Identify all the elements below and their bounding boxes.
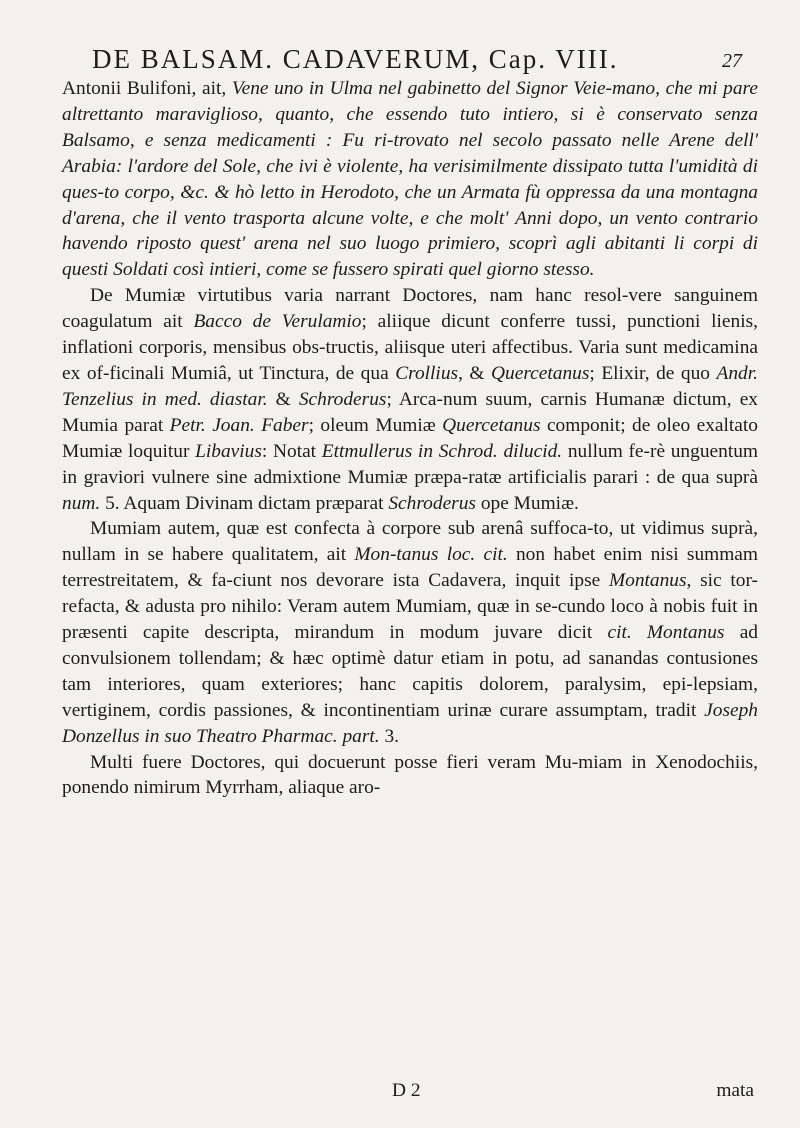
italic-run: Vene uno in Ulma nel gabinetto del Signor Veie-mano, che mi pare altrettanto maraviglioso, quanto, che essendo tuto intiero, si è conservato senza Balsamo, e senza medicamenti : Fu ri-trovato nel secolo passato nelle Arene dell' Arabia: l'ardore del Sole, che ivi è violente, ha verisimilmente dissipato tutta l'umidità di ques-to corpo, &c. & hò letto in Herodoto, che un Armata fù oppressa da una montagna d'arena, che il vento trasporta alcune volte, e che molt' Anni dopo, un vento contrario havendo riposto quest' arena nel suo luogo primiero, scoprì agli abitanti li corpi di questi Soldati così intieri, come se fussero spirati quel giorno stesso. — [62, 78, 758, 281]
text-run: , & — [458, 362, 492, 384]
text-run: , sic tor-refacta, & adusta pro nihilo: Veram autem Mumiam, quæ in se-cundo loco à nobis fuit in præsenti capite descripta, mirandum in modum juvare dicit — [62, 570, 758, 644]
catchword: mata — [716, 1080, 754, 1101]
italic-run: Andr. Tenzelius in med. diastar. — [62, 362, 758, 410]
text-run: ; Arca-num suum, carnis Humanæ dictum, ex Mumia parat — [62, 388, 758, 436]
italic-run: Ettmullerus in Schrod. dilucid. — [321, 440, 563, 462]
italic-run: Montanus — [608, 570, 687, 592]
text-run: ad convulsionem tollendam; & hæc optimè datur etiam in potu, ad sanandas contusiones tam interiores, quam exteriores; hanc capitis dolorem, paralysim, epi-lepsiam, vertiginem, cordis passiones, & incontinentiam urinæ curare assumptam, tradit — [62, 622, 758, 721]
italic-run: Quercetanus — [442, 414, 541, 436]
italic-run: Libavius — [195, 440, 262, 462]
italic-run: cit. Montanus — [607, 622, 725, 644]
page-number: 27 — [722, 50, 742, 72]
text-run: componit; de oleo exaltato Mumiæ loquitur — [62, 414, 758, 462]
text-run: nullum fe-rè unguentum in graviori vulnere sine admixtione Mumiæ præpa-ratæ artificialis parari : de qua suprà — [62, 440, 758, 488]
text-run: De Mumiæ virtutibus varia narrant Doctores, nam hanc resol-vere sanguinem coagulatum ait — [62, 285, 758, 333]
italic-run: num. — [62, 492, 101, 514]
text-run: 3. — [379, 725, 400, 747]
italic-run: Schroderus — [298, 388, 387, 410]
text-run: : Notat — [261, 440, 322, 462]
paragraph — [62, 76, 758, 283]
text-run: Multi fuere Doctores, qui docuerunt posse fieri veram Mu-miam in Xenodochiis, ponendo nimirum Myrrham, aliaque aro- — [62, 751, 758, 799]
italic-run: Mon-tanus loc. cit. — [354, 544, 508, 566]
text-run: ; oleum Mumiæ — [308, 414, 443, 436]
italic-run: Crollius — [395, 362, 459, 384]
text-run: ope Mumiæ. — [475, 492, 579, 514]
text-run: ; Elixir, de quo — [589, 362, 717, 384]
italic-run: Joseph Donzellus in suo Theatro Pharmac. part. — [62, 699, 758, 747]
text-run: Antonii Bulifoni, ait, — [62, 78, 232, 99]
text-run: non habet enim nisi summam terrestreitatem, & fa-ciunt nos devorare ista Cadavera, inquit ipse — [62, 544, 758, 592]
text-run: & — [267, 388, 299, 410]
italic-run: Schroderus — [388, 492, 476, 514]
paragraph — [62, 750, 758, 802]
signature-mark: D 2 — [392, 1080, 421, 1101]
text-run: 5. Aquam Divinam dictam præparat — [100, 492, 389, 514]
paragraph — [62, 516, 758, 749]
paragraph — [62, 283, 758, 516]
italic-run: Quercetanus — [491, 362, 590, 384]
text-run: ; aliique dicunt conferre tussi, punctioni lienis, inflationi corporis, mensibus obs-tructis, aliisque uteri affectibus. Varia sunt medicamina ex of-ficinali Mumiâ, ut Tinctura, de qua — [62, 311, 758, 384]
body-text — [62, 76, 758, 801]
page-footer — [62, 1080, 758, 1110]
text-run: Mumiam autem, quæ est confecta à corpore sub arenâ suffoca-to, ut vidimus suprà, nullam in se habere qualitatem, ait — [62, 518, 758, 566]
running-title: DE BALSAM. CADAVERUM, Cap. VIII. — [92, 44, 619, 74]
italic-run: Petr. Joan. Faber — [169, 414, 309, 436]
italic-run: Bacco de Verulamio — [193, 311, 362, 333]
